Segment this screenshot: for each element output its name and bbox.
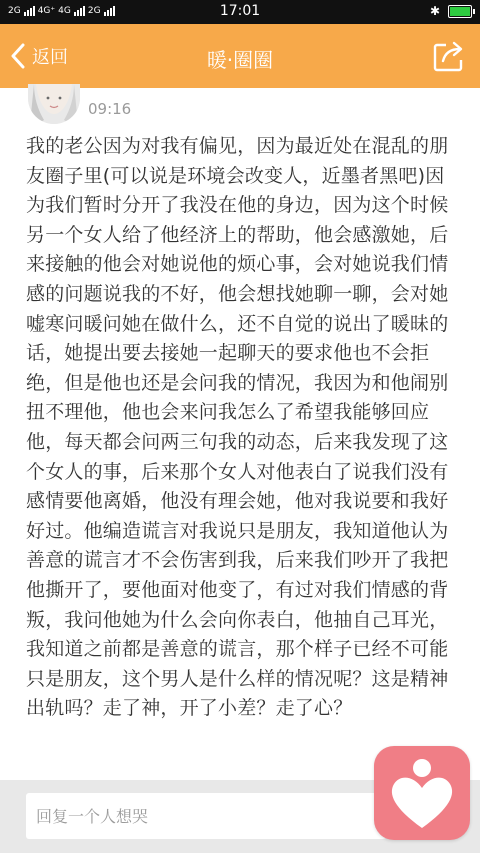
back-button[interactable] xyxy=(10,38,68,74)
avatar[interactable] xyxy=(28,84,80,124)
battery-icon xyxy=(448,5,472,18)
back-label: 返回 xyxy=(32,47,68,68)
signal-label-3: 4G xyxy=(58,6,71,16)
app-header xyxy=(0,24,480,88)
signal-label-4: 2G xyxy=(87,6,101,16)
signal-label-1: 2G xyxy=(8,6,21,16)
bluetooth-icon: ✱ xyxy=(429,4,440,18)
user-avatar-image xyxy=(28,84,80,124)
post-time: 09:16 xyxy=(88,100,132,118)
reply-input[interactable] xyxy=(26,793,386,839)
page-title: 暖·圈圈 xyxy=(206,48,274,72)
status-bar xyxy=(0,0,480,24)
post-content: 我的老公因为对我有偏见，因为最近处在混乱的朋友圈子里(可以说是环境会改变人，近墨者黑吧)因为我们暂时分开了我没在他的身边，因为这个时候另一个女人给了他经济上的帮助，他会感激她，后来接触的他会对她说他的烦心事，会对她说我们情感的问题说我的不好，他会想找她聊一聊，会对她嘘寒问暖问她在做什么，还不自觉的说出了暖昧的话，她提出要去接她一起聊天的要求他也不会拒绝，但是他也还是会问我的情况，我因为和他闹别扭不理他，他也会来问我怎么了希望我能够回应他，每天都会问两三句我的动态，后来我发现了这个女人的事，后来那个女人对他表白了说我们没有感情要他离婚，他没有理会她，他对我说要和我好好过。他编造谎言对我说只是朋友，我知道他认为善意的谎言才不会伤害到我，后来我们吵开了我把他撕开了，要他面对他变了，有过对我们情感的背叛，我问他她为什么会向你表白，他抽自己耳光，我知道之前都是善意的谎言，那个样子已经不可能只是朋友，这个男人是什么样的情况呢？这是精神出轨吗？走了神，开了小差？走了心？ xyxy=(26,135,449,720)
heart-person-icon xyxy=(374,746,470,840)
chevron-left-icon xyxy=(10,43,26,69)
battery-level-fill xyxy=(450,7,470,16)
signal-label-2: 4G⁺ xyxy=(37,6,56,16)
status-time: 17:01 xyxy=(219,3,261,19)
share-icon[interactable] xyxy=(432,39,466,73)
heart-action-button[interactable] xyxy=(374,746,470,840)
